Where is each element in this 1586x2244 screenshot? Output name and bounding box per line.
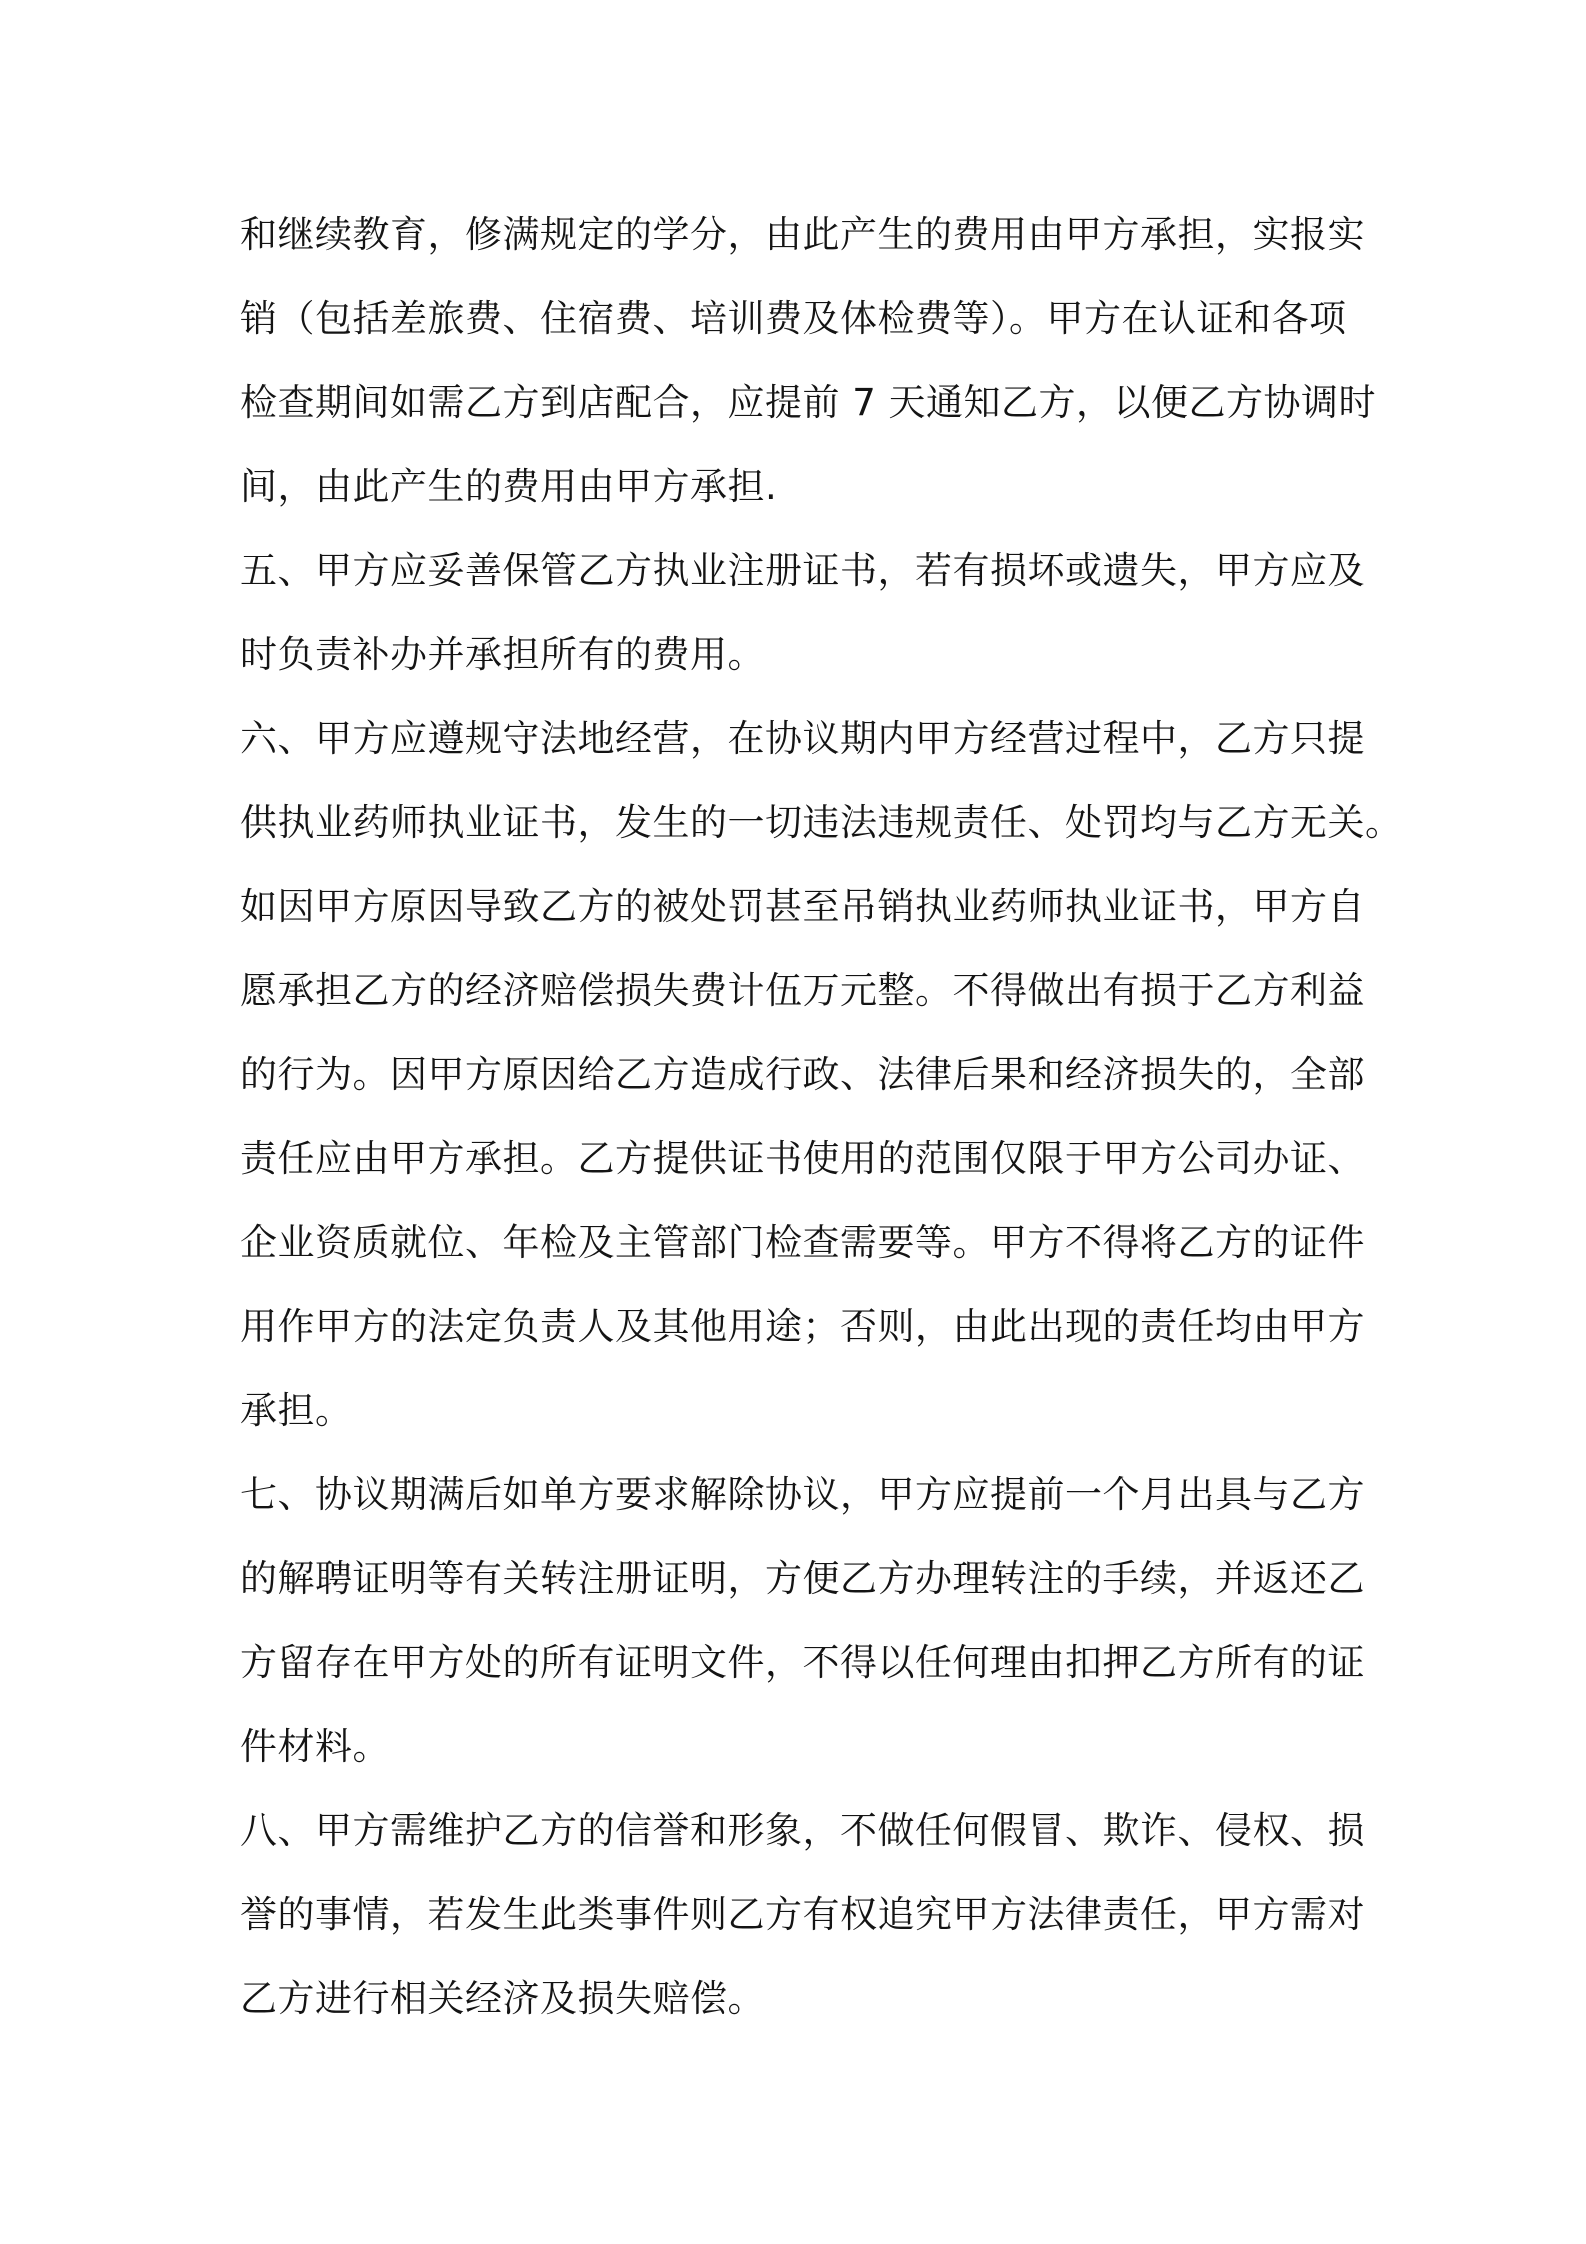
text-line: 供执业药师执业证书，发生的一切违法违规责任、处罚均与乙方无关。 <box>240 801 1403 844</box>
text-line: 方留存在甲方处的所有证明文件，不得以任何理由扣押乙方所有的证 <box>240 1641 1365 1684</box>
text-line: 如因甲方原因导致乙方的被处罚甚至吊销执业药师执业证书，甲方自 <box>240 885 1365 928</box>
text-line: 八、甲方需维护乙方的信誉和形象，不做任何假冒、欺诈、侵权、损 <box>240 1809 1365 1852</box>
text-line: 间，由此产生的费用由甲方承担. <box>240 465 778 508</box>
text-line: 和继续教育，修满规定的学分，由此产生的费用由甲方承担，实报实 <box>240 213 1365 256</box>
text-line: 承担。 <box>240 1389 353 1432</box>
text-line: 销（包括差旅费、住宿费、培训费及体检费等）。甲方在认证和各项 <box>240 297 1347 340</box>
text-line: 的行为。因甲方原因给乙方造成行政、法律后果和经济损失的，全部 <box>240 1053 1365 1096</box>
text-line: 愿承担乙方的经济赔偿损失费计伍万元整。不得做出有损于乙方利益 <box>240 969 1365 1012</box>
text-line: 七、协议期满后如单方要求解除协议，甲方应提前一个月出具与乙方 <box>240 1473 1365 1516</box>
text-line: 的解聘证明等有关转注册证明，方便乙方办理转注的手续，并返还乙 <box>240 1557 1365 1600</box>
text-line: 乙方进行相关经济及损失赔偿。 <box>240 1977 765 2020</box>
text-line: 时负责补办并承担所有的费用。 <box>240 633 765 676</box>
text-line: 五、甲方应妥善保管乙方执业注册证书，若有损坏或遗失，甲方应及 <box>240 549 1365 592</box>
text-line: 企业资质就位、年检及主管部门检查需要等。甲方不得将乙方的证件 <box>240 1221 1365 1264</box>
text-line: 誉的事情，若发生此类事件则乙方有权追究甲方法律责任，甲方需对 <box>240 1893 1365 1936</box>
text-line: 责任应由甲方承担。乙方提供证书使用的范围仅限于甲方公司办证、 <box>240 1137 1365 1180</box>
text-line: 六、甲方应遵规守法地经营，在协议期内甲方经营过程中，乙方只提 <box>240 717 1365 760</box>
document-body <box>240 193 1403 2041</box>
text-line: 件材料。 <box>240 1725 390 1768</box>
text-line: 检查期间如需乙方到店配合，应提前 7 天通知乙方，以便乙方协调时 <box>240 381 1377 424</box>
text-line: 用作甲方的法定负责人及其他用途；否则，由此出现的责任均由甲方 <box>240 1305 1365 1348</box>
